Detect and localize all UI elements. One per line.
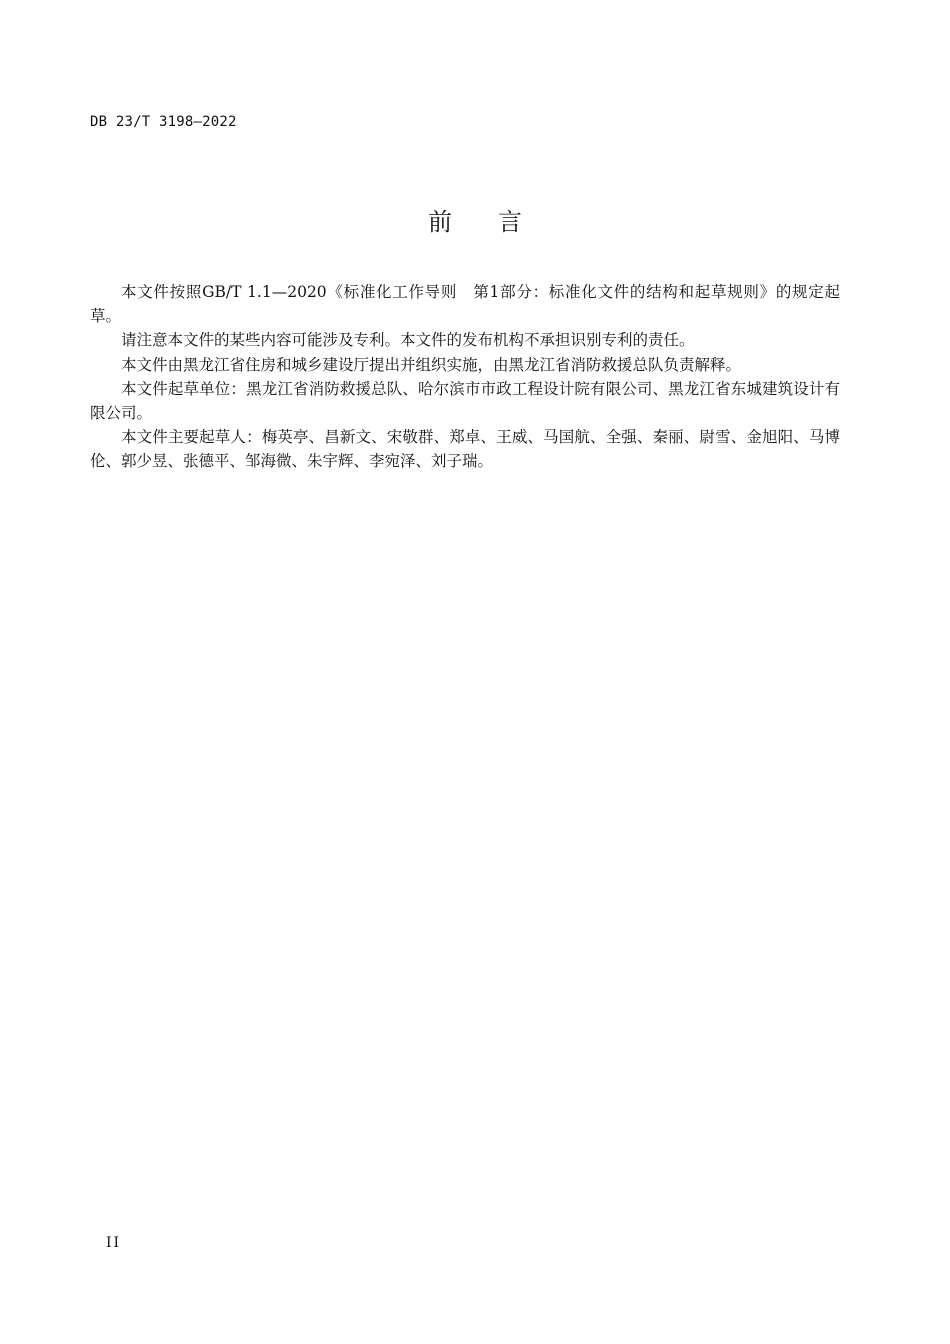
paragraph-drafters: 本文件主要起草人：梅英亭、昌新文、宋敬群、郑卓、王威、马国航、全强、秦丽、尉雪、金旭阳、马博伦、郭少昱、张德平、邹海微、朱宇辉、李宛泽、刘子瑞。 [90, 428, 840, 471]
page-title-part-1: 前 [428, 208, 452, 236]
paragraph-drafting-units: 本文件起草单位：黑龙江省消防救援总队、哈尔滨市市政工程设计院有限公司、黑龙江省东城建筑设计有限公司。 [90, 379, 840, 423]
paragraph-patent-notice: 请注意本文件的某些内容可能涉及专利。本文件的发布机构不承担识别专利的责任。 [121, 331, 695, 350]
paragraph-drafting-basis: 本文件按照GB/T 1.1—2020《标准化工作导则 第1部分：标准化文件的结构和起草规则》的规定起草。 [90, 283, 840, 326]
foreword-body [90, 280, 840, 474]
page-title-part-2: 言 [498, 208, 522, 236]
page-number: II [106, 1235, 122, 1251]
document-code: DB 23/T 3198—2022 [90, 114, 237, 130]
page-title [0, 202, 950, 237]
paragraph-proposer: 本文件由黑龙江省住房和城乡建设厅提出并组织实施，由黑龙江省消防救援总队负责解释。 [121, 355, 742, 374]
